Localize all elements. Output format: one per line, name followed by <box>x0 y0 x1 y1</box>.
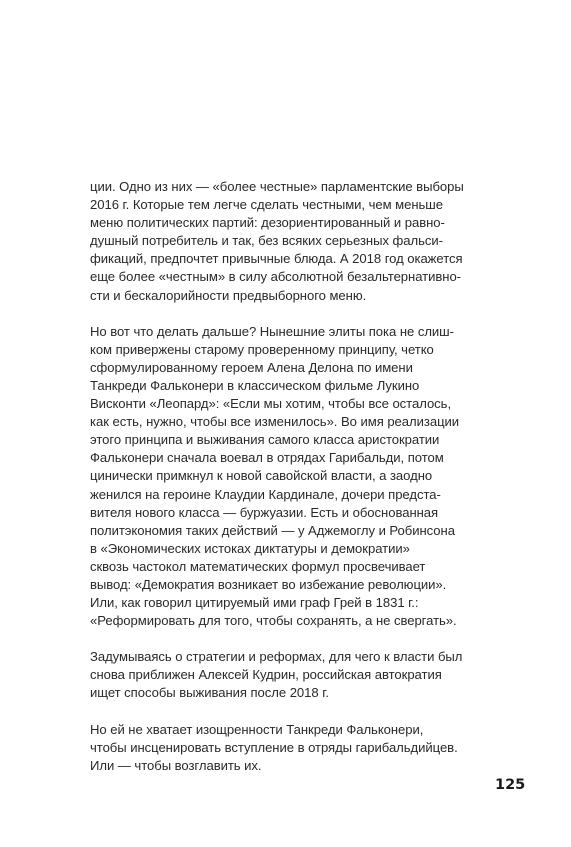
text-line: Танкреди Фальконери в классическом фильме Лукино <box>90 377 420 393</box>
text-line: Задумываясь о стратегии и реформах, для чего к власти был <box>90 649 463 665</box>
text-line: снова приближен Алексей Кудрин, российская автократия <box>90 667 442 683</box>
text-line: вителя нового класса — буржуазии. Есть и обоснованная <box>90 504 439 520</box>
text-line: ищет способы выживания после 2018 г. <box>90 685 329 701</box>
text-line: фикаций, предпочтет привычные блюда. А 2018 год окажется <box>90 251 463 267</box>
paragraph-4 <box>90 721 490 775</box>
text-line: душный потребитель и так, без всяких серьезных фальси- <box>90 233 443 249</box>
text-line: ком привержены старому проверенному принципу, четко <box>90 341 434 357</box>
text-line: цинически примкнул к новой савойской власти, а заодно <box>90 468 433 484</box>
text-line: «Реформировать для того, чтобы сохранять, а не свергать». <box>90 613 457 629</box>
text-line: сти и бескалорийности предвыборного меню. <box>90 287 367 303</box>
paragraph-3 <box>90 648 490 702</box>
text-line: в «Экономических истоках диктатуры и демократии» <box>90 540 410 556</box>
text-line: как есть, нужно, чтобы все изменилось». Во имя реализации <box>90 414 460 430</box>
text-line: чтобы инсценировать вступление в отряды гарибальдийцев. <box>90 739 458 755</box>
body-text <box>90 178 490 793</box>
text-line: политэкономия таких действий — у Аджемоглу и Робинсона <box>90 522 455 538</box>
text-line: сквозь частокол математических формул просвечивает <box>90 558 426 574</box>
text-line: Фальконери сначала воевал в отрядах Гарибальди, потом <box>90 450 444 466</box>
text-line: 2016 г. Которые тем легче сделать честными, чем меньше <box>90 197 443 213</box>
text-line: Или, как говорил цитируемый ими граф Грей в 1831 г.: <box>90 595 419 611</box>
text-line: Висконти «Леопард»: «Если мы хотим, чтобы все осталось, <box>90 396 452 412</box>
paragraph-2 <box>90 323 490 631</box>
text-line: Или — чтобы возглавить их. <box>90 757 262 773</box>
page-number: 125 <box>495 777 526 793</box>
text-line: Но ей не хватает изощренности Танкреди Фальконери, <box>90 721 424 737</box>
text-line: вывод: «Демократия возникает во избежание революции». <box>90 576 447 592</box>
paragraph-1 <box>90 178 490 305</box>
text-line: меню политических партий: дезориентированный и равно- <box>90 215 445 231</box>
text-line: сформулированному героем Алена Делона по имени <box>90 359 413 375</box>
text-line: ции. Одно из них — «более честные» парламентские выборы <box>90 179 464 194</box>
text-line: еще более «честным» в силу абсолютной безальтернативно- <box>90 269 461 285</box>
text-line: женился на героине Клаудии Кардинале, дочери предста- <box>90 486 441 502</box>
text-line: этого принципа и выживания самого класса аристократии <box>90 432 440 448</box>
text-line: Но вот что делать дальше? Нынешние элиты пока не слиш- <box>90 323 454 339</box>
